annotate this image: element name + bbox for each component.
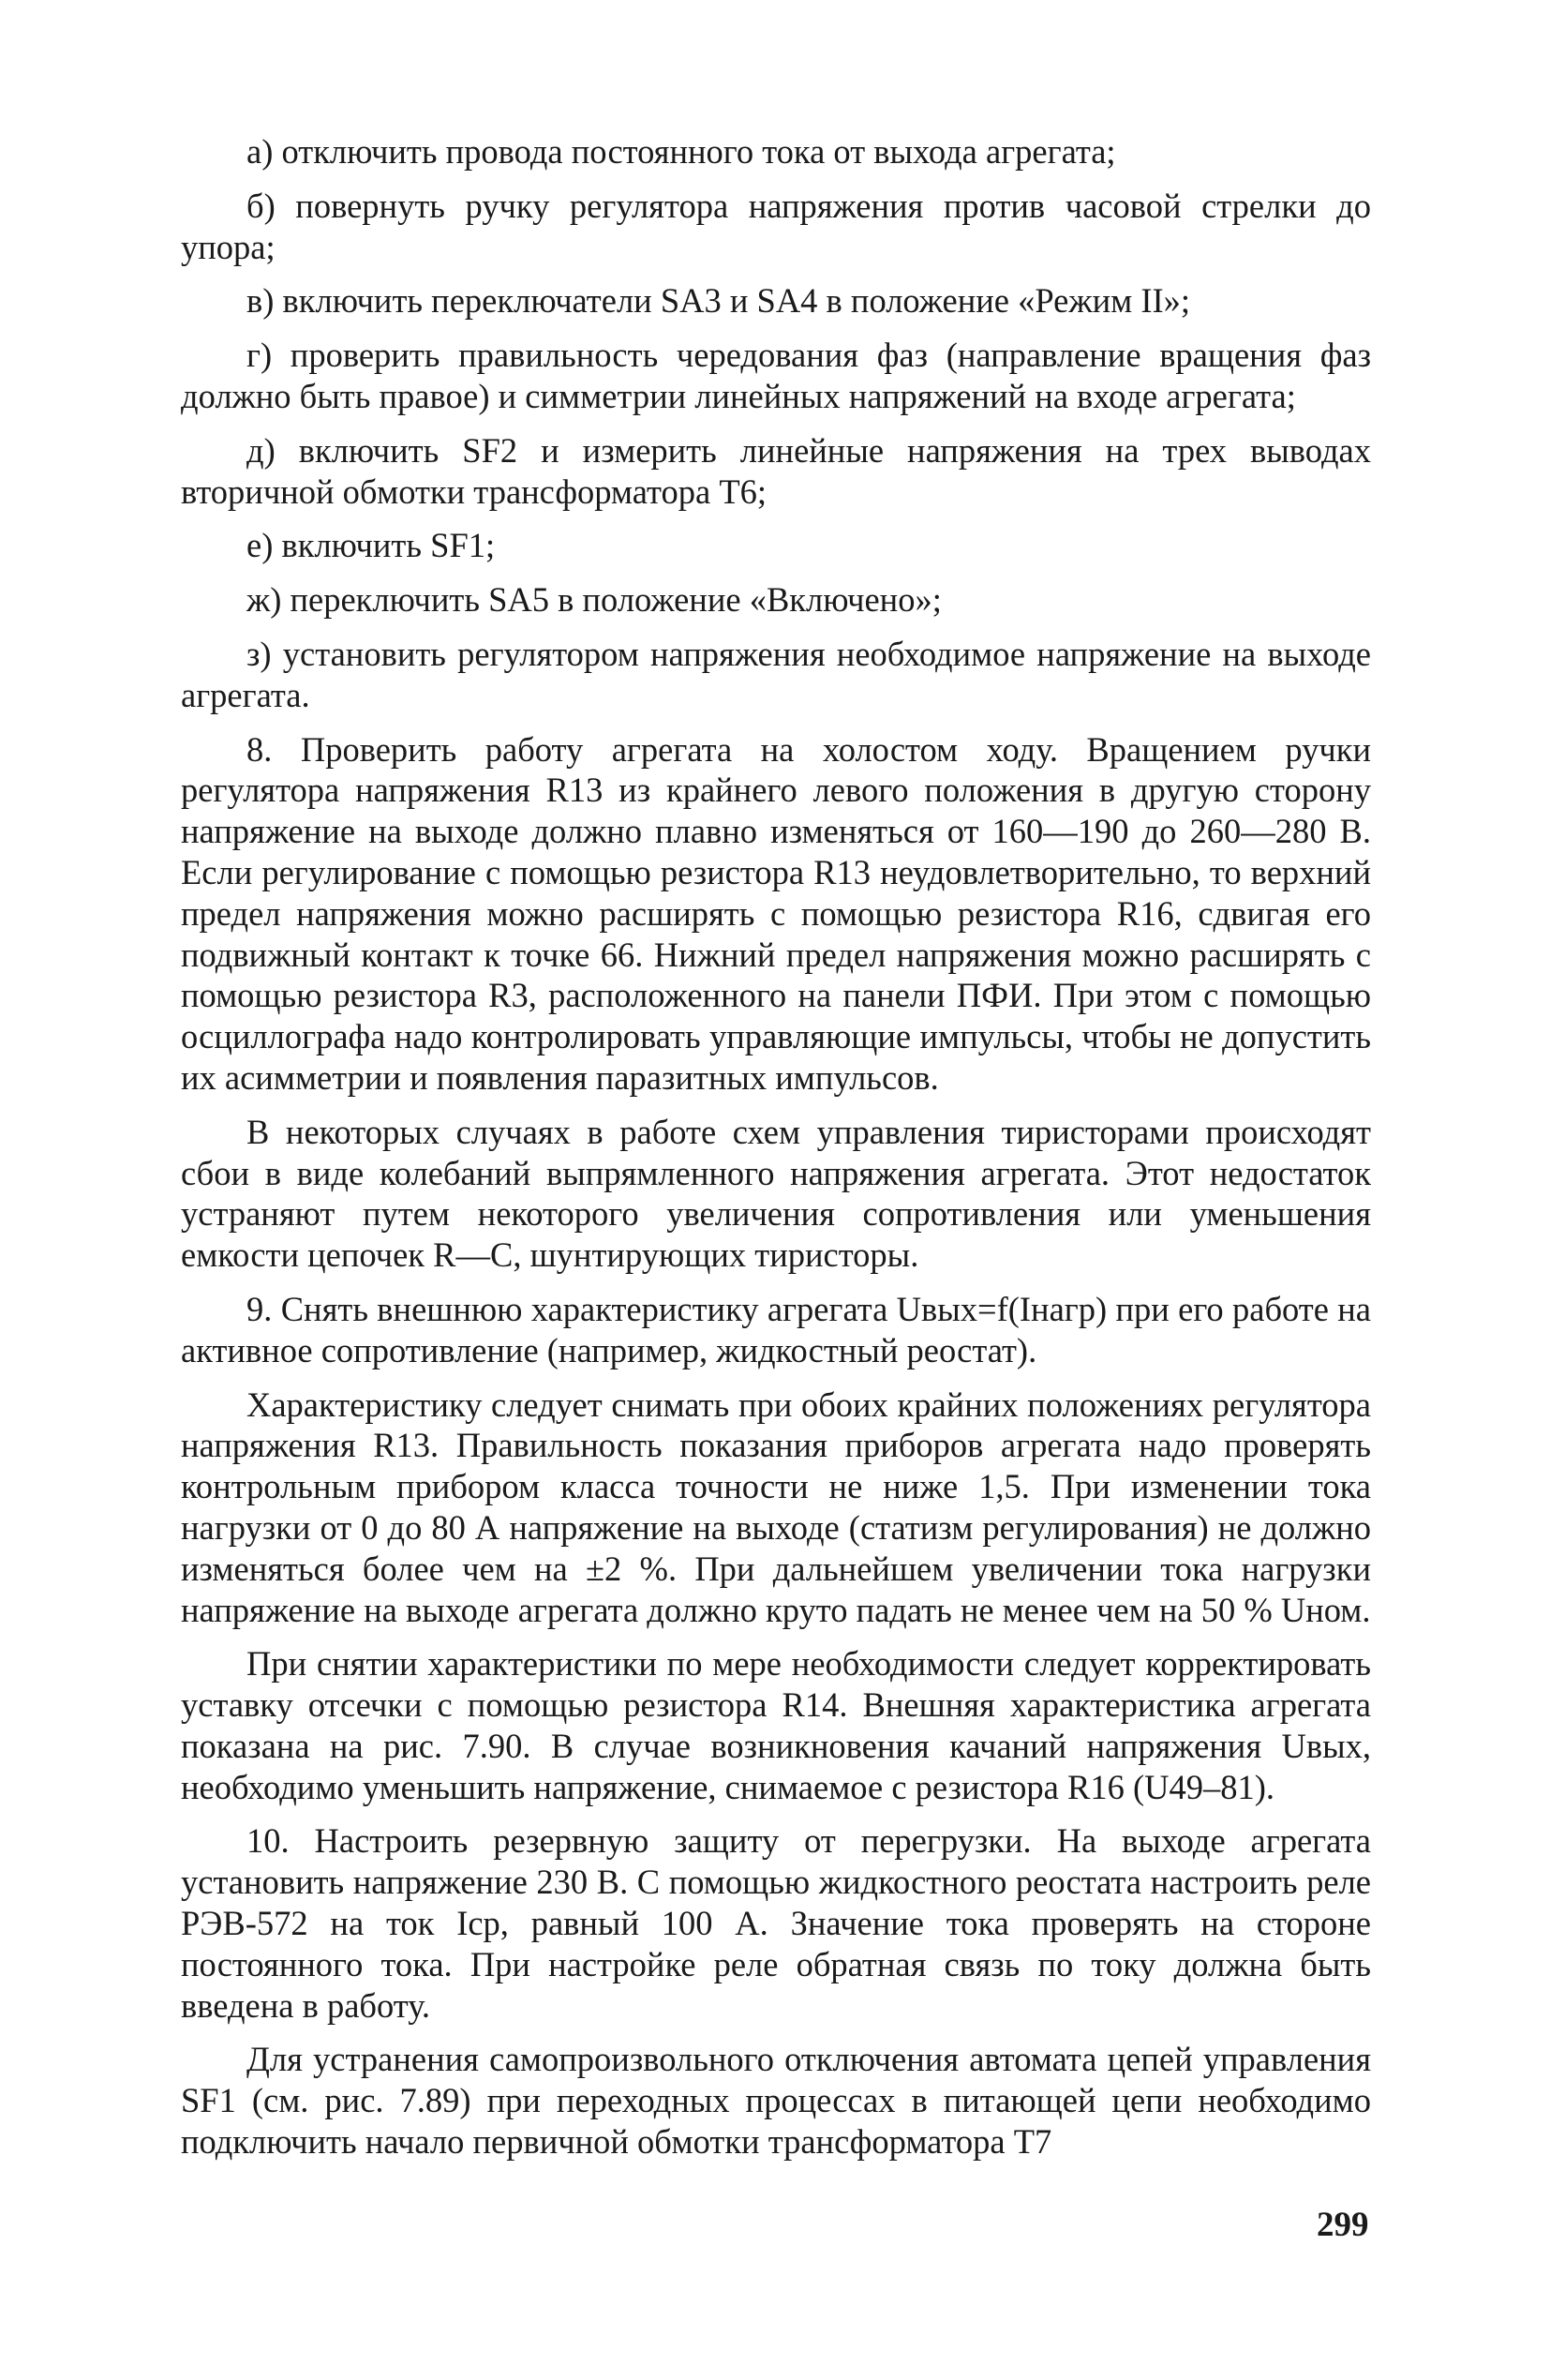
paragraph-sf1: Для устранения самопроизвольного отключения автомата цепей управления SF1 (см. рис. 7.89) при переходных процессах в питающей цепи необходимо подключить начало первичной обмотки трансформатора T7	[181, 2040, 1371, 2162]
paragraph-cutoff: При снятии характеристики по мере необходимости следует корректировать уставку отсечки с помощью резистора R14. Внешняя характеристика агрегата показана на рис. 7.90. В случае возникновения качаний напряжения Uвых, необходимо уменьшить напряжение, снимаемое с резистора R16 (U49–81).	[181, 1644, 1371, 1806]
paragraph-g: г) проверить правильность чередования фаз (направление вращения фаз должно быть правое) и симметрии линейных напряжений на входе агрегата;	[181, 336, 1371, 415]
paragraph-z: з) установить регулятором напряжения необходимое напряжение на выходе агрегата.	[181, 634, 1371, 714]
paragraph-step-8: 8. Проверить работу агрегата на холостом ходу. Вращением ручки регулятора напряжения R13 из крайнего левого положения в другую сторону напряжение на выходе должно плавно изменяться от 160—190 до 260—280 В. Если регулирование с помощью резистора R13 неудовлетворительно, то верхний предел напряжения можно расширять с помощью резистора R16, сдвигая его подвижный контакт к точке 66. Нижний предел напряжения можно расширять с помощью резистора R3, расположенного на панели ПФИ. При этом с помощью осциллографа надо контролировать управляющие импульсы, чтобы не допустить их асимметрии и появления паразитных импульсов.	[181, 729, 1371, 1097]
paragraph-a: а) отключить провода постоянного тока от выхода агрегата;	[246, 132, 1116, 171]
paragraph-e: е) включить SF1;	[246, 526, 496, 565]
paragraph-characteristic: Характеристику следует снимать при обоих крайних положениях регулятора напряжения R13. Правильность показания приборов агрегата надо проверять контрольным прибором класса точности не ниже 1,5. При изменении тока нагрузки от 0 до 80 А напряжение на выходе (статизм регулирования) не должно изменяться более чем на ±2 %. При дальнейшем увеличении тока нагрузки напряжение на выходе агрегата должно круто падать не менее чем на 50 % Uном.	[181, 1385, 1371, 1629]
paragraph-zh: ж) переключить SA5 в положение «Включено»;	[246, 580, 942, 620]
paragraph-b: б) повернуть ручку регулятора напряжения против часовой стрелки до упора;	[181, 186, 1371, 266]
page-number: 299	[1317, 2206, 1369, 2244]
paragraph-d: д) включить SF2 и измерить линейные напряжения на трех выводах вторичной обмотки трансформатора T6;	[181, 430, 1371, 511]
paragraph-thyristor-note: В некоторых случаях в работе схем управления тиристорами происходят сбои в виде колебаний выпрямленного напряжения агрегата. Этот недостаток устраняют путем некоторого увеличения сопротивления или уменьшения емкости цепочек R—C, шунтирующих тиристоры.	[181, 1112, 1371, 1275]
text-body	[181, 131, 1371, 2163]
paragraph-v: в) включить переключатели SA3 и SA4 в положение «Режим II»;	[246, 281, 1191, 321]
paragraph-step-9: 9. Снять внешнюю характеристику агрегата Uвых=f(Iнагр) при его работе на активное сопротивление (например, жидкостный реостат).	[181, 1289, 1371, 1370]
paragraph-step-10: 10. Настроить резервную защиту от перегрузки. На выходе агрегата установить напряжение 230 В. С помощью жидкостного реостата настроить реле РЭВ-572 на ток Iср, равный 100 А. Значение тока проверять на стороне постоянного тока. При настройке реле обратная связь по току должна быть введена в работу.	[181, 1821, 1371, 2025]
